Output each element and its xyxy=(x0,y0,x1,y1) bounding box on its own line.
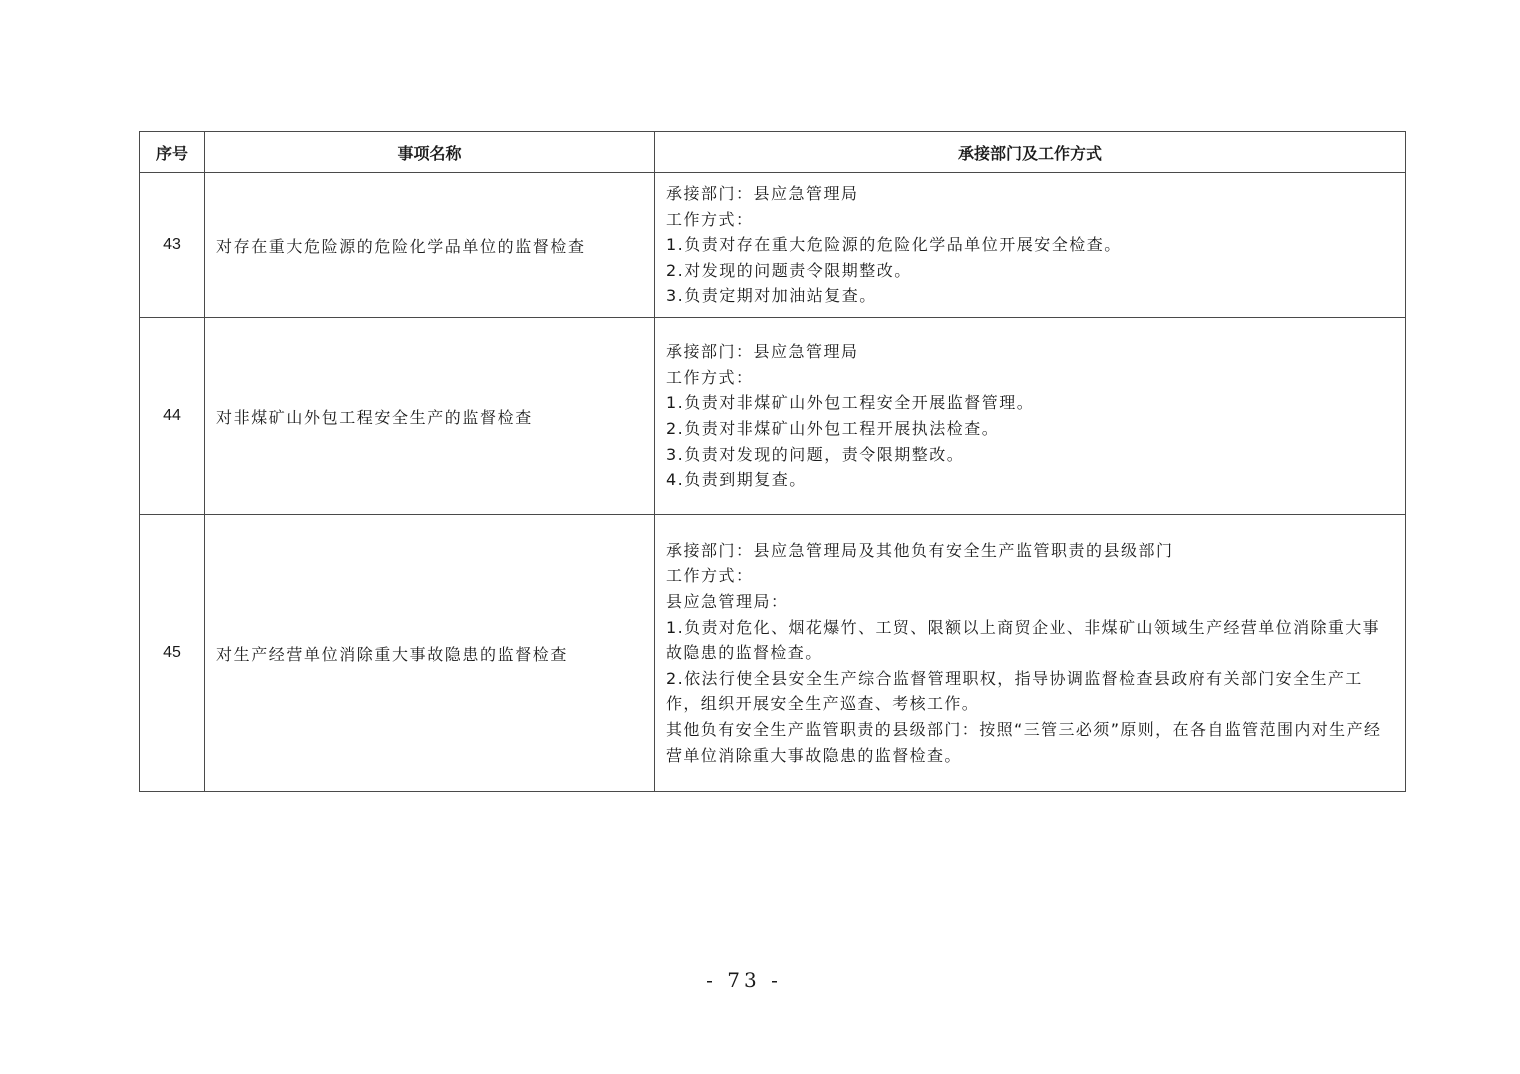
items-table xyxy=(139,131,1406,792)
dept-line: 1.负责对非煤矿山外包工程安全开展监督管理。 xyxy=(666,393,1035,413)
row-serial-number: 45 xyxy=(140,515,205,792)
dept-line: 工作方式： xyxy=(666,566,754,586)
table-header-row xyxy=(140,132,1406,173)
row-department-method xyxy=(655,318,1406,515)
row-department-method xyxy=(655,173,1406,318)
dept-line: 承接部门：县应急管理局 xyxy=(666,342,859,362)
dept-line: 2.依法行使全县安全生产综合监督管理职权，指导协调监督检查县政府有关部门安全生产工作，组织开展安全生产巡查、考核工作。 xyxy=(666,668,1363,714)
row-serial-number: 44 xyxy=(140,318,205,515)
row-item-name: 对生产经营单位消除重大事故隐患的监督检查 xyxy=(205,515,655,792)
row-department-method xyxy=(655,515,1406,792)
page-number: - 73 - xyxy=(706,968,782,992)
header-item-name: 事项名称 xyxy=(205,132,655,173)
dept-line: 1.负责对存在重大危险源的危险化学品单位开展安全检查。 xyxy=(666,235,1122,255)
row-item-name: 对非煤矿山外包工程安全生产的监督检查 xyxy=(205,318,655,515)
dept-line: 工作方式： xyxy=(666,209,754,229)
dept-line: 其他负有安全生产监管职责的县级部门：按照“三管三必须”原则，在各自监管范围内对生产经营单位消除重大事故隐患的监督检查。 xyxy=(666,719,1382,765)
dept-line: 县应急管理局： xyxy=(666,592,789,612)
dept-line: 承接部门：县应急管理局及其他负有安全生产监管职责的县级部门 xyxy=(666,540,1174,560)
row-serial-number: 43 xyxy=(140,173,205,318)
dept-line: 4.负责到期复查。 xyxy=(666,470,807,490)
dept-line: 承接部门：县应急管理局 xyxy=(666,184,859,204)
dept-line: 2.对发现的问题责令限期整改。 xyxy=(666,260,912,280)
table-row xyxy=(140,173,1406,318)
row-item-name: 对存在重大危险源的危险化学品单位的监督检查 xyxy=(205,173,655,318)
dept-line: 3.负责定期对加油站复查。 xyxy=(666,286,877,306)
dept-line: 3.负责对发现的问题，责令限期整改。 xyxy=(666,444,965,464)
dept-line: 工作方式： xyxy=(666,367,754,387)
table-row xyxy=(140,515,1406,792)
dept-line: 2.负责对非煤矿山外包工程开展执法检查。 xyxy=(666,419,1000,438)
header-serial-number: 序号 xyxy=(140,132,205,173)
header-department-method: 承接部门及工作方式 xyxy=(655,132,1406,173)
table-row xyxy=(140,318,1406,515)
dept-line: 1.负责对危化、烟花爆竹、工贸、限额以上商贸企业、非煤矿山领域生产经营单位消除重大事故隐患的监督检查。 xyxy=(666,617,1381,663)
